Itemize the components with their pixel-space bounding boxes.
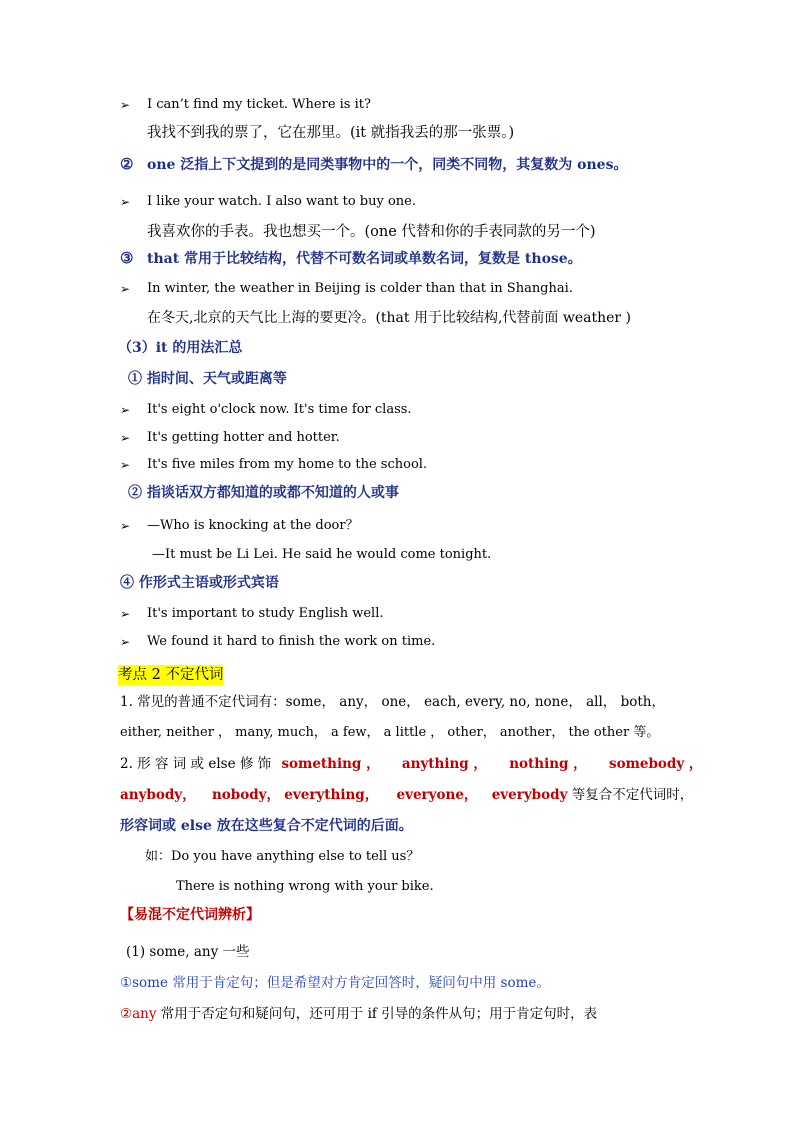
- paragraph-text: 2. 形 容 词 或 else 修 饰: [120, 756, 272, 772]
- subheading-line: (1) some, any 一些: [126, 944, 250, 960]
- keyword-nothing: nothing ，: [509, 756, 587, 772]
- topic-heading: 考点 2 不定代词: [118, 667, 224, 683]
- example-english-line: —Who is knocking at the door？: [147, 518, 359, 533]
- bullet-icon: ➢: [120, 282, 131, 296]
- paragraph-line: either, neither ， many, much， a few， a little ， other， another， the other 等。: [120, 725, 660, 740]
- rule-text: 常用于肯定句；但是希望对方肯定回答时，疑问句中用 some。: [167, 975, 550, 991]
- keyword-anybody: anybody，: [120, 787, 196, 803]
- example-english-line: I like your watch. I also want to buy one.: [147, 194, 416, 209]
- rule-that-heading: that 常用于比较结构，代替不可数名词或单数名词，复数是 those。: [147, 251, 582, 267]
- paragraph-line: [120, 755, 702, 773]
- example-chinese-line: 我找不到我的票了，它在那里。(it 就指我丢的那一张票。): [147, 125, 515, 141]
- section-heading: （3）it 的用法汇总: [118, 340, 243, 356]
- example-english-line: In winter, the weather in Beijing is colder than that in Shanghai.: [147, 281, 573, 296]
- bullet-icon: ➢: [120, 195, 131, 209]
- paragraph-line: [120, 786, 693, 804]
- bullet-icon: ➢: [120, 519, 131, 533]
- bullet-icon: ➢: [120, 98, 131, 112]
- keyword-nobody: nobody，: [211, 787, 280, 803]
- keyword-anything: anything ，: [401, 756, 487, 772]
- rule-label-some: ①some: [120, 975, 168, 991]
- subsection-heading: ② 指谈话双方都知道的或都不知道的人或事: [128, 485, 399, 501]
- keyword-everyone: everyone，: [396, 787, 478, 803]
- rule-one-heading: one 泛指上下文提到的是同类事物中的一个，同类不同物，其复数为 ones。: [147, 157, 628, 173]
- example-english-line: It's important to study English well.: [147, 606, 384, 621]
- rule-label-any: ②any: [120, 1006, 157, 1022]
- example-line: There is nothing wrong with your bike.: [176, 879, 434, 894]
- comparison-heading: 【易混不定代词辨析】: [120, 907, 260, 923]
- subsection-heading: ① 指时间、天气或距离等: [128, 371, 287, 387]
- keyword-somebody: somebody ，: [608, 756, 703, 772]
- example-english-line: It's eight o'clock now. It's time for class.: [147, 402, 412, 417]
- rule-line: [120, 974, 550, 992]
- example-english-line: We found it hard to finish the work on time.: [147, 634, 436, 649]
- keyword-everybody: everybody: [491, 787, 568, 803]
- bullet-icon: ➢: [120, 458, 131, 472]
- example-chinese-line: 在冬天,北京的天气比上海的要更冷。(that 用于比较结构,代替前面 weather ): [147, 310, 632, 326]
- paragraph-text: 等复合不定代词时，: [567, 787, 694, 803]
- rule-line: [120, 1005, 597, 1023]
- example-english-line: It's getting hotter and hotter.: [147, 430, 340, 445]
- keyword-something: something ，: [281, 756, 380, 772]
- example-english-line: I can’t find my ticket. Where is it?: [147, 97, 371, 112]
- example-line: 如：Do you have anything else to tell us？: [145, 849, 420, 864]
- bullet-icon: ➢: [120, 403, 131, 417]
- rule-number: ②: [120, 155, 134, 173]
- rule-text: 常用于否定句和疑问句，还可用于 if 引导的条件从句；用于肯定句时，表: [156, 1006, 598, 1022]
- bullet-icon: ➢: [120, 607, 131, 621]
- example-english-line: —It must be Li Lei. He said he would come tonight.: [152, 547, 492, 562]
- bullet-icon: ➢: [120, 635, 131, 649]
- keyword-everything: everything，: [284, 787, 379, 803]
- paragraph-line: 形容词或 else 放在这些复合不定代词的后面。: [120, 818, 413, 834]
- bullet-icon: ➢: [120, 431, 131, 445]
- subsection-heading: ④ 作形式主语或形式宾语: [120, 575, 279, 591]
- rule-number: ③: [120, 249, 134, 267]
- example-chinese-line: 我喜欢你的手表。我也想买一个。(one 代替和你的手表同款的另一个): [147, 224, 596, 240]
- example-english-line: It's five miles from my home to the school.: [147, 457, 428, 472]
- paragraph-line: 1. 常见的普通不定代词有：some， any， one， each, every, no, none， all， both，: [120, 694, 665, 710]
